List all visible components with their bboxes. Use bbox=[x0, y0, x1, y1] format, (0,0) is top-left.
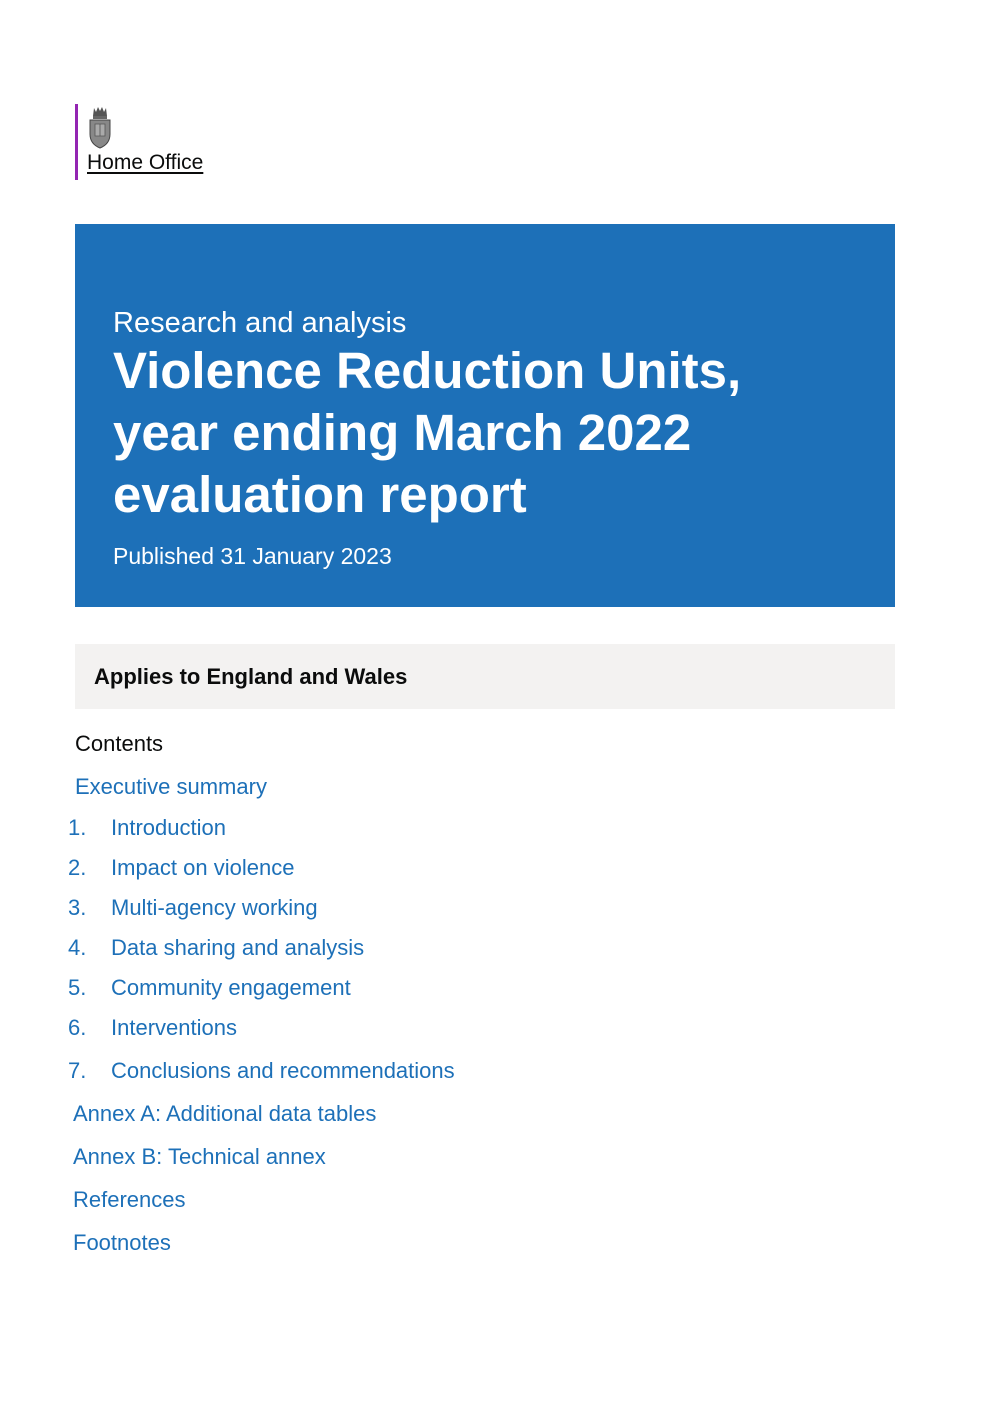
toc-number: 1. bbox=[68, 815, 87, 840]
toc-annex-a[interactable]: Annex A: Additional data tables bbox=[73, 1101, 377, 1126]
document-type: Research and analysis bbox=[113, 307, 407, 339]
page-title: Violence Reduction Units, year ending March 2022 evaluation report bbox=[113, 342, 742, 523]
toc-references[interactable]: References bbox=[73, 1187, 186, 1212]
toc-executive-summary[interactable]: Executive summary bbox=[75, 774, 267, 799]
applies-to-notice: Applies to England and Wales bbox=[75, 644, 895, 709]
toc-interventions[interactable]: Interventions bbox=[111, 1015, 237, 1040]
toc-number: 2. bbox=[68, 855, 87, 880]
toc-impact-on-violence[interactable]: Impact on violence bbox=[111, 855, 295, 880]
toc-number: 4. bbox=[68, 935, 87, 960]
toc-number: 6. bbox=[68, 1015, 87, 1040]
contents-heading: Contents bbox=[75, 731, 164, 756]
toc-data-sharing[interactable]: Data sharing and analysis bbox=[111, 935, 365, 960]
toc-multi-agency-working[interactable]: Multi-agency working bbox=[111, 895, 318, 920]
toc-number: 7. bbox=[68, 1058, 87, 1083]
toc-annex-b[interactable]: Annex B: Technical annex bbox=[73, 1144, 326, 1169]
toc-footnotes[interactable]: Footnotes bbox=[73, 1230, 171, 1255]
published-date: Published 31 January 2023 bbox=[113, 543, 392, 569]
toc-introduction[interactable]: Introduction bbox=[111, 815, 226, 840]
toc-community-engagement[interactable]: Community engagement bbox=[111, 975, 351, 1000]
home-office-link[interactable]: Home Office bbox=[87, 151, 204, 174]
royal-crest-icon bbox=[87, 104, 113, 150]
hero-banner bbox=[75, 224, 895, 607]
toc-number: 5. bbox=[68, 975, 87, 1000]
toc-number: 3. bbox=[68, 895, 87, 920]
organisation-logo bbox=[75, 104, 235, 180]
toc-conclusions[interactable]: Conclusions and recommendations bbox=[111, 1058, 455, 1083]
